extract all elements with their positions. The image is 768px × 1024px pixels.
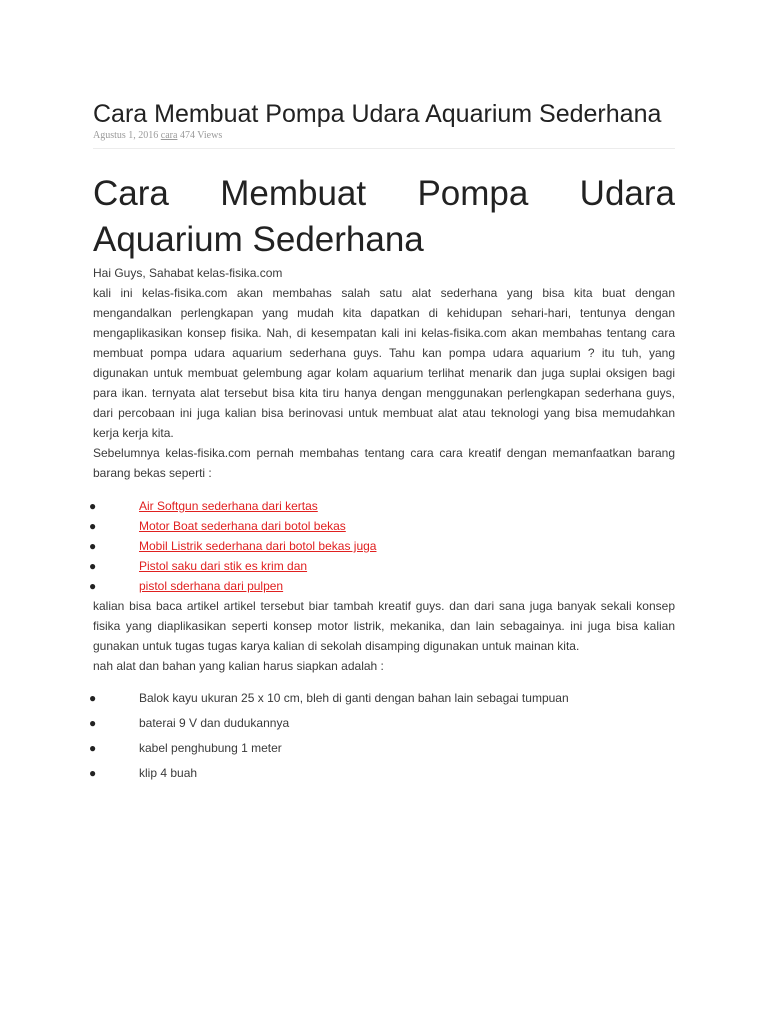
headline-word: Pompa [417,174,529,213]
headline-line-1 [93,171,675,217]
list-item [89,556,675,576]
article-headline [93,171,675,263]
after-links-paragraph: kalian bisa baca artikel artikel tersebut biar tambah kreatif guys. dan dari sana juga banyak sekali konsep fisika yang diaplikasikan seperti konsep motor listrik, mekanika, dan lain sebagainya. ini juga bisa kalian gunakan untuk tugas tugas karya kalian di sekolah disamping digunakan untuk mainan kita. [93,599,675,653]
before-links-paragraph: Sebelumnya kelas-fisika.com pernah membahas tentang cara cara kreatif dengan memanfaatkan barang barang bekas seperti : [93,446,675,480]
list-item [89,496,675,516]
post-meta [93,130,675,149]
bullet-icon: ● [89,559,97,573]
bullet-icon: ● [89,579,97,593]
list-item [89,690,675,706]
post-date: Agustus 1, 2016 [93,130,159,141]
headline-word: Cara [93,174,169,213]
list-item [89,516,675,536]
related-link[interactable]: pistol sderhana dari pulpen [139,579,284,593]
related-link[interactable]: Mobil Listrik sederhana dari botol bekas juga [139,539,377,553]
post-title: Cara Membuat Pompa Udara Aquarium Sederhana [93,100,662,128]
category-link[interactable]: cara [160,130,178,141]
materials-intro-paragraph: nah alat dan bahan yang kalian harus siapkan adalah : [93,659,384,673]
headline-word: Udara [579,174,675,213]
bullet-icon: ● [89,499,97,513]
greeting-paragraph: Hai Guys, Sahabat kelas-fisika.com [93,266,283,280]
bullet-icon: ● [89,691,97,705]
material-item: baterai 9 V dan dudukannya [139,716,290,730]
bullet-icon: ● [89,741,97,755]
related-link[interactable]: Pistol saku dari stik es krim dan [139,559,308,573]
material-item: kabel penghubung 1 meter [139,741,282,755]
headline-line-2: Aquarium Sederhana [93,220,424,259]
materials-list [89,690,675,781]
bullet-icon: ● [89,766,97,780]
headline-word: Membuat [220,174,367,213]
list-item [89,715,675,731]
material-item: Balok kayu ukuran 25 x 10 cm, bleh di ganti dengan bahan lain sebagai tumpuan [139,691,569,705]
article [89,100,675,790]
list-item [89,765,675,781]
list-item [89,536,675,556]
related-link[interactable]: Air Softgun sederhana dari kertas [139,499,318,513]
list-item [89,576,675,596]
bullet-icon: ● [89,519,97,533]
material-item: klip 4 buah [139,766,198,780]
bullet-icon: ● [89,716,97,730]
view-count: 474 Views [179,130,223,141]
list-item [89,740,675,756]
related-link[interactable]: Motor Boat sederhana dari botol bekas [139,519,346,533]
related-links-list [89,496,675,596]
bullet-icon: ● [89,539,97,553]
intro-paragraph: kali ini kelas-fisika.com akan membahas salah satu alat sederhana yang bisa kita buat dengan mengandalkan perlengkapan yang mudah kita dapatkan di kehidupan sehari-hari, tentunya dengan mengaplikasikan konsep fisika. Nah, di kesempatan kali ini kelas-fisika.com akan membahas tentang cara membuat pompa udara aquarium sederhana guys. Tahu kan pompa udara aquarium ? itu tuh, yang digunakan untuk membuat gelembung agar kolam aquarium terlihat menarik dan juga suplai oksigen bagi para ikan. ternyata alat tersebut bisa kita tiru hanya dengan menggunakan perlengkapan sederhana guys, dari percobaan ini juga kalian bisa berinovasi untuk membuat alat atau teknologi yang bisa memudahkan kerja kerja kita. [93,286,675,440]
